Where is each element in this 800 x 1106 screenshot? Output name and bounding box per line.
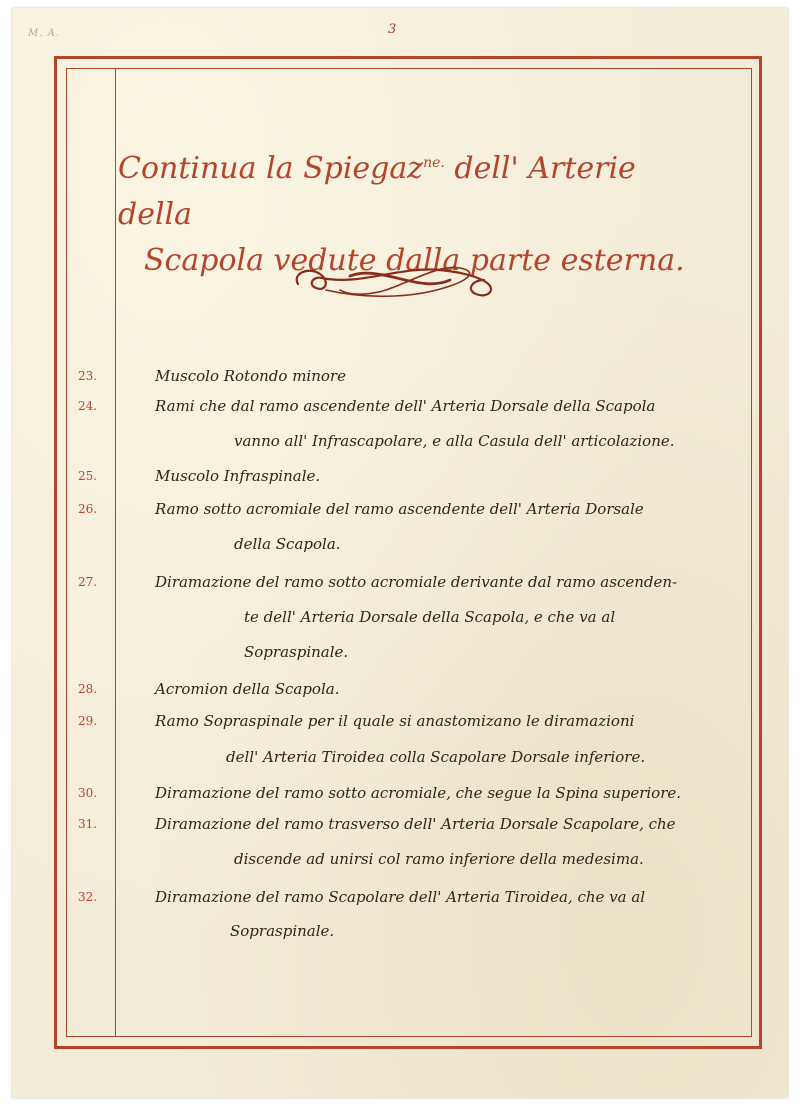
entry-text: Acromion della Scapola. [155,680,340,698]
entry-number: 26. [78,502,98,516]
heading-superscript: ne. [423,155,445,171]
entry-text-continued: della Scapola. [234,535,341,553]
entry-text-continued: Sopraspinale. [230,922,335,940]
border-outer-right [759,56,762,1049]
border-inner-right [751,68,752,1037]
entry-text: Muscolo Infraspinale. [155,467,321,485]
entry-number: 24. [78,399,98,413]
entry-number: 25. [78,469,98,483]
entry-number: 32. [78,890,98,904]
entry-number: 27. [78,575,98,589]
heading-line-1-main: Continua la Spiegaz [118,151,424,186]
entry-text: Diramazione del ramo sotto acromiale, che segue la Spina superiore. [155,784,682,802]
border-outer-top [54,56,762,59]
heading-line-1 [118,151,636,232]
entry-text: Diramazione del ramo Scapolare dell' Arteria Tiroidea, che va al [155,888,646,906]
entry-text-continued: discende ad unirsi col ramo inferiore della medesima. [234,850,644,868]
border-outer-bottom [54,1046,762,1049]
entry-text: Ramo Sopraspinale per il quale si anastomizano le diramazioni [155,712,635,730]
entry-text: Rami che dal ramo ascendente dell' Arteria Dorsale della Scapola [155,397,656,415]
calligraphic-flourish-icon [290,256,500,306]
entry-number: 23. [78,369,98,383]
page-number: 3 [388,22,397,37]
border-inner-left [66,68,67,1037]
entry-text: Diramazione del ramo trasverso dell' Arteria Dorsale Scapolare, che [155,815,676,833]
entry-number: 28. [78,682,98,696]
entry-text-continued: te dell' Arteria Dorsale della Scapola, e che va al [244,608,616,626]
number-column-rule [115,68,116,1037]
heading-line-1-rest: dell' Arterie della [118,151,636,232]
border-inner-bottom [66,1036,752,1037]
entry-text: Diramazione del ramo sotto acromiale derivante dal ramo ascenden- [155,573,678,591]
entry-text-continued: Sopraspinale. [244,643,349,661]
entry-number: 31. [78,817,98,831]
entry-number: 29. [78,714,98,728]
heading-line-2: Scapola vedute dalla parte esterna. [144,243,685,278]
entry-text: Ramo sotto acromiale del ramo ascendente dell' Arteria Dorsale [155,500,644,518]
border-outer-left [54,56,57,1049]
pencil-note: M. A. [28,28,60,39]
entry-number: 30. [78,786,98,800]
border-inner-top [66,68,752,69]
entry-text: Muscolo Rotondo minore [155,367,346,385]
entry-text-continued: dell' Arteria Tiroidea colla Scapolare Dorsale inferiore. [226,748,646,766]
entry-text-continued: vanno all' Infrascapolare, e alla Casula dell' articolazione. [234,432,675,450]
